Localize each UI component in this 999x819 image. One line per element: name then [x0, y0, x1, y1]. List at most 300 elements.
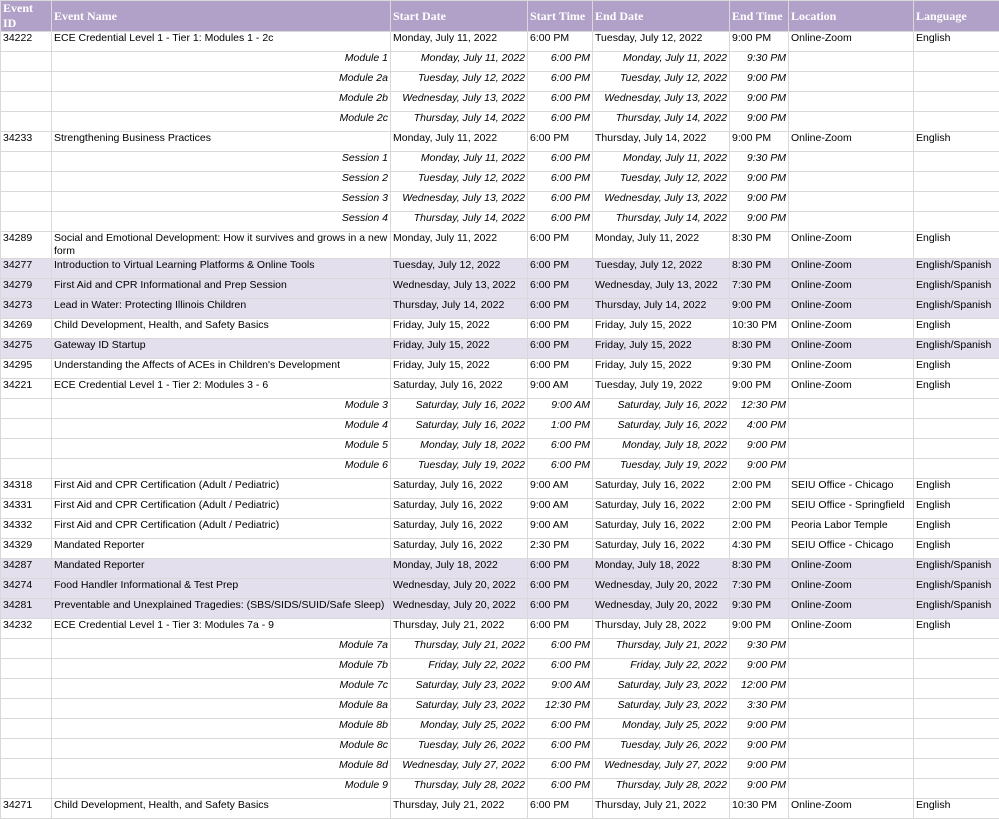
cell-event-name[interactable]: Understanding the Affects of ACEs in Children's Development [52, 359, 391, 379]
cell-location[interactable] [789, 192, 914, 212]
cell-language[interactable] [914, 72, 999, 92]
cell-event-id[interactable] [1, 719, 52, 739]
cell-start-time[interactable]: 6:00 PM [528, 559, 593, 579]
cell-location[interactable]: Online-Zoom [789, 379, 914, 399]
cell-event-name[interactable]: Session 4 [52, 212, 391, 232]
cell-end-date[interactable]: Wednesday, July 20, 2022 [593, 599, 730, 619]
cell-event-id[interactable]: 34233 [1, 132, 52, 152]
cell-event-id[interactable] [1, 152, 52, 172]
cell-start-time[interactable]: 1:00 PM [528, 419, 593, 439]
cell-start-time[interactable]: 6:00 PM [528, 339, 593, 359]
cell-location[interactable] [789, 759, 914, 779]
cell-start-time[interactable]: 6:00 PM [528, 212, 593, 232]
cell-language[interactable]: English [914, 359, 999, 379]
cell-start-date[interactable]: Friday, July 15, 2022 [391, 319, 528, 339]
cell-start-time[interactable]: 9:00 AM [528, 379, 593, 399]
cell-event-name[interactable]: Module 2c [52, 112, 391, 132]
cell-start-date[interactable]: Wednesday, July 13, 2022 [391, 192, 528, 212]
table-row[interactable] [1, 232, 999, 259]
cell-end-time[interactable]: 10:30 PM [730, 319, 789, 339]
cell-start-time[interactable]: 9:00 AM [528, 399, 593, 419]
cell-start-date[interactable]: Wednesday, July 27, 2022 [391, 759, 528, 779]
sub-session-row[interactable] [1, 419, 999, 439]
table-row[interactable] [1, 319, 999, 339]
cell-start-date[interactable]: Monday, July 11, 2022 [391, 32, 528, 52]
cell-event-id[interactable] [1, 172, 52, 192]
table-row[interactable] [1, 619, 999, 639]
cell-location[interactable] [789, 659, 914, 679]
cell-language[interactable]: English [914, 479, 999, 499]
sub-session-row[interactable] [1, 719, 999, 739]
cell-language[interactable] [914, 719, 999, 739]
cell-start-time[interactable]: 6:00 PM [528, 112, 593, 132]
cell-language[interactable]: English/Spanish [914, 299, 999, 319]
cell-end-time[interactable]: 10:30 PM [730, 799, 789, 819]
cell-location[interactable]: Online-Zoom [789, 32, 914, 52]
cell-end-time[interactable]: 2:00 PM [730, 499, 789, 519]
cell-event-id[interactable]: 34289 [1, 232, 52, 259]
cell-end-time[interactable]: 9:00 PM [730, 439, 789, 459]
cell-end-time[interactable]: 9:30 PM [730, 639, 789, 659]
cell-event-name[interactable]: Module 8a [52, 699, 391, 719]
cell-language[interactable]: English/Spanish [914, 339, 999, 359]
cell-end-date[interactable]: Tuesday, July 19, 2022 [593, 379, 730, 399]
sub-session-row[interactable] [1, 779, 999, 799]
cell-location[interactable]: SEIU Office - Chicago [789, 479, 914, 499]
cell-language[interactable]: English/Spanish [914, 599, 999, 619]
cell-start-date[interactable]: Saturday, July 16, 2022 [391, 479, 528, 499]
cell-event-id[interactable] [1, 679, 52, 699]
cell-event-name[interactable]: ECE Credential Level 1 - Tier 1: Modules 1 - 2c [52, 32, 391, 52]
cell-end-date[interactable]: Friday, July 15, 2022 [593, 339, 730, 359]
cell-end-date[interactable]: Saturday, July 23, 2022 [593, 699, 730, 719]
cell-end-time[interactable]: 9:00 PM [730, 212, 789, 232]
cell-end-date[interactable]: Wednesday, July 13, 2022 [593, 192, 730, 212]
cell-event-name[interactable]: Module 7c [52, 679, 391, 699]
cell-end-date[interactable]: Monday, July 11, 2022 [593, 52, 730, 72]
cell-end-date[interactable]: Wednesday, July 20, 2022 [593, 579, 730, 599]
cell-event-id[interactable]: 34271 [1, 799, 52, 819]
cell-start-time[interactable]: 6:00 PM [528, 72, 593, 92]
cell-language[interactable]: English/Spanish [914, 259, 999, 279]
cell-event-name[interactable]: Social and Emotional Development: How it survives and grows in a new form [52, 232, 391, 259]
cell-event-id[interactable] [1, 92, 52, 112]
cell-end-date[interactable]: Tuesday, July 12, 2022 [593, 259, 730, 279]
cell-location[interactable]: Online-Zoom [789, 359, 914, 379]
cell-event-id[interactable]: 34318 [1, 479, 52, 499]
cell-event-name[interactable]: Module 6 [52, 459, 391, 479]
cell-event-id[interactable] [1, 52, 52, 72]
cell-location[interactable] [789, 92, 914, 112]
cell-location[interactable]: Online-Zoom [789, 599, 914, 619]
cell-location[interactable]: Online-Zoom [789, 232, 914, 259]
cell-end-time[interactable]: 4:30 PM [730, 539, 789, 559]
column-header-end-time[interactable]: End Time [730, 1, 789, 32]
cell-start-date[interactable]: Monday, July 11, 2022 [391, 132, 528, 152]
cell-start-date[interactable]: Saturday, July 16, 2022 [391, 539, 528, 559]
sub-session-row[interactable] [1, 739, 999, 759]
cell-event-name[interactable]: Module 4 [52, 419, 391, 439]
cell-end-time[interactable]: 9:00 PM [730, 779, 789, 799]
cell-event-name[interactable]: Session 2 [52, 172, 391, 192]
cell-event-name[interactable]: Child Development, Health, and Safety Basics [52, 319, 391, 339]
cell-start-time[interactable]: 6:00 PM [528, 639, 593, 659]
cell-location[interactable] [789, 172, 914, 192]
cell-event-id[interactable] [1, 759, 52, 779]
cell-start-time[interactable]: 6:00 PM [528, 92, 593, 112]
cell-end-time[interactable]: 9:00 PM [730, 112, 789, 132]
cell-end-time[interactable]: 2:00 PM [730, 519, 789, 539]
cell-language[interactable] [914, 52, 999, 72]
cell-event-name[interactable]: Session 1 [52, 152, 391, 172]
cell-end-date[interactable]: Saturday, July 16, 2022 [593, 539, 730, 559]
cell-event-name[interactable]: Introduction to Virtual Learning Platforms & Online Tools [52, 259, 391, 279]
cell-end-date[interactable]: Monday, July 11, 2022 [593, 232, 730, 259]
cell-location[interactable] [789, 719, 914, 739]
cell-start-date[interactable]: Thursday, July 21, 2022 [391, 619, 528, 639]
cell-end-date[interactable]: Thursday, July 21, 2022 [593, 639, 730, 659]
cell-end-time[interactable]: 9:30 PM [730, 359, 789, 379]
cell-start-time[interactable]: 6:00 PM [528, 319, 593, 339]
cell-event-id[interactable]: 34332 [1, 519, 52, 539]
sub-session-row[interactable] [1, 212, 999, 232]
cell-start-date[interactable]: Thursday, July 14, 2022 [391, 112, 528, 132]
cell-language[interactable] [914, 759, 999, 779]
cell-start-date[interactable]: Tuesday, July 12, 2022 [391, 259, 528, 279]
cell-event-id[interactable]: 34269 [1, 319, 52, 339]
cell-event-id[interactable]: 34221 [1, 379, 52, 399]
cell-end-date[interactable]: Monday, July 25, 2022 [593, 719, 730, 739]
cell-start-date[interactable]: Thursday, July 14, 2022 [391, 299, 528, 319]
cell-event-name[interactable]: Food Handler Informational & Test Prep [52, 579, 391, 599]
sub-session-row[interactable] [1, 72, 999, 92]
cell-end-date[interactable]: Friday, July 22, 2022 [593, 659, 730, 679]
cell-start-date[interactable]: Saturday, July 16, 2022 [391, 379, 528, 399]
cell-end-date[interactable]: Tuesday, July 26, 2022 [593, 739, 730, 759]
cell-language[interactable] [914, 739, 999, 759]
cell-start-date[interactable]: Wednesday, July 20, 2022 [391, 599, 528, 619]
cell-end-time[interactable]: 9:00 PM [730, 299, 789, 319]
cell-start-date[interactable]: Saturday, July 16, 2022 [391, 499, 528, 519]
cell-start-date[interactable]: Monday, July 25, 2022 [391, 719, 528, 739]
cell-language[interactable]: English [914, 539, 999, 559]
cell-end-date[interactable]: Thursday, July 14, 2022 [593, 299, 730, 319]
cell-location[interactable]: SEIU Office - Chicago [789, 539, 914, 559]
sub-session-row[interactable] [1, 172, 999, 192]
cell-start-date[interactable]: Monday, July 11, 2022 [391, 52, 528, 72]
cell-language[interactable]: English/Spanish [914, 559, 999, 579]
cell-location[interactable]: Online-Zoom [789, 799, 914, 819]
cell-start-time[interactable]: 6:00 PM [528, 439, 593, 459]
cell-start-time[interactable]: 9:00 AM [528, 519, 593, 539]
cell-end-date[interactable]: Saturday, July 16, 2022 [593, 479, 730, 499]
cell-end-time[interactable]: 2:00 PM [730, 479, 789, 499]
cell-location[interactable] [789, 72, 914, 92]
cell-event-id[interactable]: 34273 [1, 299, 52, 319]
cell-end-time[interactable]: 7:30 PM [730, 579, 789, 599]
cell-start-date[interactable]: Monday, July 11, 2022 [391, 152, 528, 172]
cell-event-id[interactable] [1, 779, 52, 799]
cell-language[interactable] [914, 172, 999, 192]
cell-language[interactable]: English [914, 519, 999, 539]
cell-start-time[interactable]: 6:00 PM [528, 132, 593, 152]
column-header-start-date[interactable]: Start Date [391, 1, 528, 32]
cell-end-time[interactable]: 9:00 PM [730, 172, 789, 192]
cell-start-time[interactable]: 6:00 PM [528, 259, 593, 279]
cell-start-time[interactable]: 6:00 PM [528, 779, 593, 799]
cell-end-date[interactable]: Thursday, July 28, 2022 [593, 619, 730, 639]
cell-end-date[interactable]: Wednesday, July 13, 2022 [593, 279, 730, 299]
cell-event-id[interactable]: 34329 [1, 539, 52, 559]
cell-start-date[interactable]: Monday, July 18, 2022 [391, 439, 528, 459]
cell-end-time[interactable]: 9:00 PM [730, 619, 789, 639]
table-row[interactable] [1, 559, 999, 579]
cell-location[interactable] [789, 439, 914, 459]
cell-event-name[interactable]: Module 7a [52, 639, 391, 659]
cell-start-time[interactable]: 6:00 PM [528, 172, 593, 192]
cell-start-time[interactable]: 6:00 PM [528, 192, 593, 212]
sub-session-row[interactable] [1, 459, 999, 479]
cell-start-time[interactable]: 2:30 PM [528, 539, 593, 559]
cell-event-id[interactable]: 34232 [1, 619, 52, 639]
cell-end-date[interactable]: Monday, July 18, 2022 [593, 439, 730, 459]
cell-location[interactable] [789, 419, 914, 439]
cell-event-id[interactable] [1, 72, 52, 92]
cell-event-name[interactable]: First Aid and CPR Informational and Prep Session [52, 279, 391, 299]
cell-start-date[interactable]: Monday, July 11, 2022 [391, 232, 528, 259]
cell-end-date[interactable]: Saturday, July 16, 2022 [593, 499, 730, 519]
cell-event-name[interactable]: Module 8d [52, 759, 391, 779]
sub-session-row[interactable] [1, 52, 999, 72]
cell-language[interactable]: English/Spanish [914, 279, 999, 299]
cell-event-name[interactable]: Module 2a [52, 72, 391, 92]
cell-end-time[interactable]: 8:30 PM [730, 259, 789, 279]
cell-event-name[interactable]: Module 3 [52, 399, 391, 419]
cell-end-time[interactable]: 9:00 PM [730, 739, 789, 759]
cell-location[interactable] [789, 459, 914, 479]
cell-event-id[interactable] [1, 192, 52, 212]
cell-start-date[interactable]: Friday, July 22, 2022 [391, 659, 528, 679]
cell-language[interactable] [914, 112, 999, 132]
cell-event-name[interactable]: Child Development, Health, and Safety Basics [52, 799, 391, 819]
cell-location[interactable]: Online-Zoom [789, 559, 914, 579]
cell-start-date[interactable]: Thursday, July 21, 2022 [391, 639, 528, 659]
column-header-start-time[interactable]: Start Time [528, 1, 593, 32]
cell-end-date[interactable]: Saturday, July 16, 2022 [593, 419, 730, 439]
cell-end-time[interactable]: 9:00 PM [730, 92, 789, 112]
cell-end-date[interactable]: Tuesday, July 12, 2022 [593, 72, 730, 92]
cell-start-date[interactable]: Wednesday, July 13, 2022 [391, 92, 528, 112]
cell-start-date[interactable]: Wednesday, July 13, 2022 [391, 279, 528, 299]
cell-end-time[interactable]: 8:30 PM [730, 559, 789, 579]
cell-start-date[interactable]: Saturday, July 23, 2022 [391, 699, 528, 719]
cell-start-date[interactable]: Tuesday, July 19, 2022 [391, 459, 528, 479]
cell-event-id[interactable]: 34295 [1, 359, 52, 379]
table-row[interactable] [1, 279, 999, 299]
cell-end-time[interactable]: 9:00 PM [730, 459, 789, 479]
cell-end-date[interactable]: Thursday, July 21, 2022 [593, 799, 730, 819]
cell-start-time[interactable]: 9:00 AM [528, 499, 593, 519]
cell-end-time[interactable]: 12:30 PM [730, 399, 789, 419]
cell-end-date[interactable]: Thursday, July 14, 2022 [593, 112, 730, 132]
cell-start-time[interactable]: 6:00 PM [528, 32, 593, 52]
cell-language[interactable] [914, 639, 999, 659]
cell-event-name[interactable]: First Aid and CPR Certification (Adult / Pediatric) [52, 479, 391, 499]
cell-language[interactable]: English [914, 32, 999, 52]
column-header-language[interactable]: Language [914, 1, 999, 32]
cell-event-name[interactable]: Module 8b [52, 719, 391, 739]
sub-session-row[interactable] [1, 152, 999, 172]
cell-event-name[interactable]: Module 7b [52, 659, 391, 679]
cell-end-date[interactable]: Saturday, July 16, 2022 [593, 519, 730, 539]
cell-location[interactable] [789, 52, 914, 72]
cell-event-name[interactable]: Module 9 [52, 779, 391, 799]
cell-end-date[interactable]: Monday, July 18, 2022 [593, 559, 730, 579]
cell-event-id[interactable]: 34281 [1, 599, 52, 619]
cell-event-name[interactable]: Gateway ID Startup [52, 339, 391, 359]
sub-session-row[interactable] [1, 92, 999, 112]
column-header-event-id[interactable]: Event ID [1, 1, 52, 32]
cell-event-id[interactable]: 34275 [1, 339, 52, 359]
cell-language[interactable] [914, 212, 999, 232]
cell-event-id[interactable] [1, 659, 52, 679]
cell-event-id[interactable] [1, 419, 52, 439]
cell-event-id[interactable] [1, 639, 52, 659]
cell-start-date[interactable]: Wednesday, July 20, 2022 [391, 579, 528, 599]
cell-end-time[interactable]: 3:30 PM [730, 699, 789, 719]
cell-event-id[interactable]: 34287 [1, 559, 52, 579]
cell-event-name[interactable]: First Aid and CPR Certification (Adult / Pediatric) [52, 499, 391, 519]
cell-location[interactable] [789, 779, 914, 799]
cell-end-time[interactable]: 7:30 PM [730, 279, 789, 299]
sub-session-row[interactable] [1, 192, 999, 212]
table-row[interactable] [1, 499, 999, 519]
cell-language[interactable] [914, 92, 999, 112]
cell-end-date[interactable]: Saturday, July 23, 2022 [593, 679, 730, 699]
cell-end-time[interactable]: 9:00 PM [730, 192, 789, 212]
cell-location[interactable] [789, 112, 914, 132]
cell-start-date[interactable]: Saturday, July 16, 2022 [391, 519, 528, 539]
cell-start-time[interactable]: 6:00 PM [528, 279, 593, 299]
cell-end-time[interactable]: 9:30 PM [730, 52, 789, 72]
cell-language[interactable]: English [914, 499, 999, 519]
table-row[interactable] [1, 299, 999, 319]
cell-location[interactable]: Peoria Labor Temple [789, 519, 914, 539]
cell-event-id[interactable] [1, 112, 52, 132]
cell-location[interactable]: Online-Zoom [789, 299, 914, 319]
cell-start-date[interactable]: Friday, July 15, 2022 [391, 359, 528, 379]
cell-end-time[interactable]: 9:00 PM [730, 759, 789, 779]
cell-location[interactable]: Online-Zoom [789, 279, 914, 299]
cell-end-date[interactable]: Monday, July 11, 2022 [593, 152, 730, 172]
cell-language[interactable]: English [914, 379, 999, 399]
table-row[interactable] [1, 799, 999, 819]
cell-language[interactable] [914, 659, 999, 679]
cell-location[interactable] [789, 679, 914, 699]
cell-location[interactable]: Online-Zoom [789, 339, 914, 359]
cell-start-date[interactable]: Saturday, July 16, 2022 [391, 399, 528, 419]
cell-event-id[interactable] [1, 459, 52, 479]
cell-location[interactable]: Online-Zoom [789, 319, 914, 339]
cell-event-id[interactable] [1, 739, 52, 759]
column-header-event-name[interactable]: Event Name [52, 1, 391, 32]
table-row[interactable] [1, 519, 999, 539]
cell-end-time[interactable]: 9:00 PM [730, 72, 789, 92]
cell-event-id[interactable] [1, 399, 52, 419]
cell-end-time[interactable]: 4:00 PM [730, 419, 789, 439]
cell-end-time[interactable]: 9:00 PM [730, 659, 789, 679]
cell-start-date[interactable]: Tuesday, July 12, 2022 [391, 172, 528, 192]
column-header-location[interactable]: Location [789, 1, 914, 32]
cell-language[interactable] [914, 699, 999, 719]
cell-language[interactable]: English [914, 232, 999, 259]
table-row[interactable] [1, 479, 999, 499]
cell-start-date[interactable]: Thursday, July 28, 2022 [391, 779, 528, 799]
cell-location[interactable]: Online-Zoom [789, 619, 914, 639]
table-row[interactable] [1, 132, 999, 152]
sub-session-row[interactable] [1, 112, 999, 132]
sub-session-row[interactable] [1, 439, 999, 459]
cell-end-time[interactable]: 9:30 PM [730, 152, 789, 172]
cell-event-name[interactable]: Session 3 [52, 192, 391, 212]
cell-start-time[interactable]: 9:00 AM [528, 679, 593, 699]
cell-location[interactable]: Online-Zoom [789, 259, 914, 279]
cell-start-time[interactable]: 6:00 PM [528, 759, 593, 779]
cell-start-time[interactable]: 6:00 PM [528, 152, 593, 172]
cell-event-name[interactable]: Module 8c [52, 739, 391, 759]
cell-start-time[interactable]: 6:00 PM [528, 459, 593, 479]
cell-location[interactable]: Online-Zoom [789, 132, 914, 152]
cell-event-id[interactable] [1, 699, 52, 719]
cell-end-time[interactable]: 9:00 PM [730, 132, 789, 152]
cell-end-time[interactable]: 9:00 PM [730, 32, 789, 52]
cell-start-date[interactable]: Thursday, July 14, 2022 [391, 212, 528, 232]
sub-session-row[interactable] [1, 659, 999, 679]
sub-session-row[interactable] [1, 699, 999, 719]
cell-event-id[interactable]: 34279 [1, 279, 52, 299]
cell-language[interactable]: English [914, 319, 999, 339]
cell-start-date[interactable]: Friday, July 15, 2022 [391, 339, 528, 359]
cell-end-date[interactable]: Tuesday, July 12, 2022 [593, 32, 730, 52]
cell-start-time[interactable]: 6:00 PM [528, 299, 593, 319]
cell-event-name[interactable]: Module 5 [52, 439, 391, 459]
cell-event-name[interactable]: Strengthening Business Practices [52, 132, 391, 152]
cell-end-date[interactable]: Wednesday, July 27, 2022 [593, 759, 730, 779]
cell-location[interactable] [789, 639, 914, 659]
cell-end-date[interactable]: Tuesday, July 12, 2022 [593, 172, 730, 192]
cell-start-time[interactable]: 6:00 PM [528, 659, 593, 679]
table-row[interactable] [1, 339, 999, 359]
cell-end-date[interactable]: Friday, July 15, 2022 [593, 319, 730, 339]
cell-start-time[interactable]: 6:00 PM [528, 619, 593, 639]
cell-location[interactable]: SEIU Office - Springfield [789, 499, 914, 519]
cell-location[interactable]: Online-Zoom [789, 579, 914, 599]
cell-language[interactable] [914, 419, 999, 439]
sub-session-row[interactable] [1, 639, 999, 659]
cell-start-date[interactable]: Tuesday, July 26, 2022 [391, 739, 528, 759]
cell-start-time[interactable]: 6:00 PM [528, 359, 593, 379]
cell-start-time[interactable]: 6:00 PM [528, 799, 593, 819]
cell-language[interactable] [914, 192, 999, 212]
sub-session-row[interactable] [1, 679, 999, 699]
cell-event-id[interactable] [1, 212, 52, 232]
cell-event-name[interactable]: Mandated Reporter [52, 559, 391, 579]
cell-language[interactable]: English [914, 619, 999, 639]
cell-start-date[interactable]: Thursday, July 21, 2022 [391, 799, 528, 819]
cell-language[interactable] [914, 779, 999, 799]
cell-event-id[interactable]: 34277 [1, 259, 52, 279]
cell-event-id[interactable]: 34274 [1, 579, 52, 599]
